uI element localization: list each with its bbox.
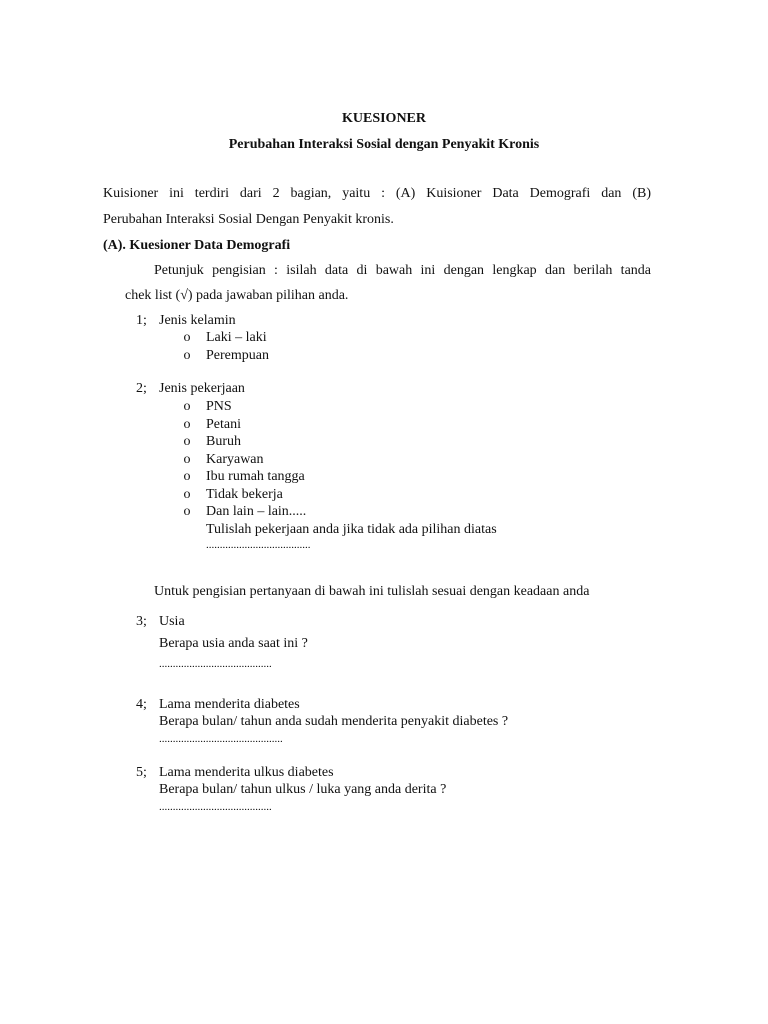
instruction-line-2: chek list (√) pada jawaban pilihan anda. <box>125 288 349 303</box>
q1-number: 1; <box>136 313 147 328</box>
q2-option: Tidak bekerja <box>206 487 283 502</box>
q2-option: Ibu rumah tangga <box>206 469 305 484</box>
option-checkbox[interactable]: o <box>183 399 191 414</box>
instruction-line-1: Petunjuk pengisian : isilah data di bawah ini dengan lengkap dan berilah tanda <box>154 263 651 278</box>
q5-question: Berapa bulan/ tahun ulkus / luka yang anda derita ? <box>159 782 447 797</box>
option-checkbox[interactable]: o <box>183 417 191 432</box>
q3-blank-field[interactable]: ......................................... <box>159 658 272 670</box>
intro-line-2: Perubahan Interaksi Sosial Dengan Penyakit kronis. <box>103 212 394 227</box>
option-checkbox[interactable]: o <box>183 504 191 519</box>
q2-label: Jenis pekerjaan <box>159 381 245 396</box>
q4-blank-field[interactable]: ............................................. <box>159 733 283 745</box>
option-checkbox[interactable]: o <box>183 348 191 363</box>
option-checkbox[interactable]: o <box>183 330 191 345</box>
q4-question: Berapa bulan/ tahun anda sudah menderita penyakit diabetes ? <box>159 714 509 729</box>
q2-number: 2; <box>136 381 147 396</box>
document-title: KUESIONER <box>341 111 427 126</box>
q5-blank-field[interactable]: ......................................... <box>159 801 272 813</box>
q5-number: 5; <box>136 765 147 780</box>
q2-option: Dan lain – lain..... <box>206 504 307 519</box>
q3-number: 3; <box>136 614 147 629</box>
q4-number: 4; <box>136 697 147 712</box>
option-checkbox[interactable]: o <box>183 487 191 502</box>
option-checkbox[interactable]: o <box>183 469 191 484</box>
section-a-heading: (A). Kuesioner Data Demografi <box>103 238 291 253</box>
option-checkbox[interactable]: o <box>183 452 191 467</box>
q1-label: Jenis kelamin <box>159 313 236 328</box>
q1-option-male: Laki – laki <box>206 330 267 345</box>
q5-label: Lama menderita ulkus diabetes <box>159 765 334 780</box>
instruction-2: Untuk pengisian pertanyaan di bawah ini tulislah sesuai dengan keadaan anda <box>154 584 590 599</box>
q2-option: Petani <box>206 417 241 432</box>
q2-note: Tulislah pekerjaan anda jika tidak ada pilihan diatas <box>206 522 497 537</box>
q2-option: Karyawan <box>206 452 264 467</box>
q3-question: Berapa usia anda saat ini ? <box>159 636 308 651</box>
q2-blank-field[interactable]: ...................................... <box>206 539 311 551</box>
option-checkbox[interactable]: o <box>183 434 191 449</box>
q2-option: PNS <box>206 399 232 414</box>
document-subtitle: Perubahan Interaksi Sosial dengan Penyakit Kronis <box>228 137 540 152</box>
intro-line-1: Kuisioner ini terdiri dari 2 bagian, yaitu : (A) Kuisioner Data Demografi dan (B) <box>103 186 651 201</box>
q3-label: Usia <box>159 614 185 629</box>
q2-option: Buruh <box>206 434 241 449</box>
q1-option-female: Perempuan <box>206 348 269 363</box>
q4-label: Lama menderita diabetes <box>159 697 300 712</box>
